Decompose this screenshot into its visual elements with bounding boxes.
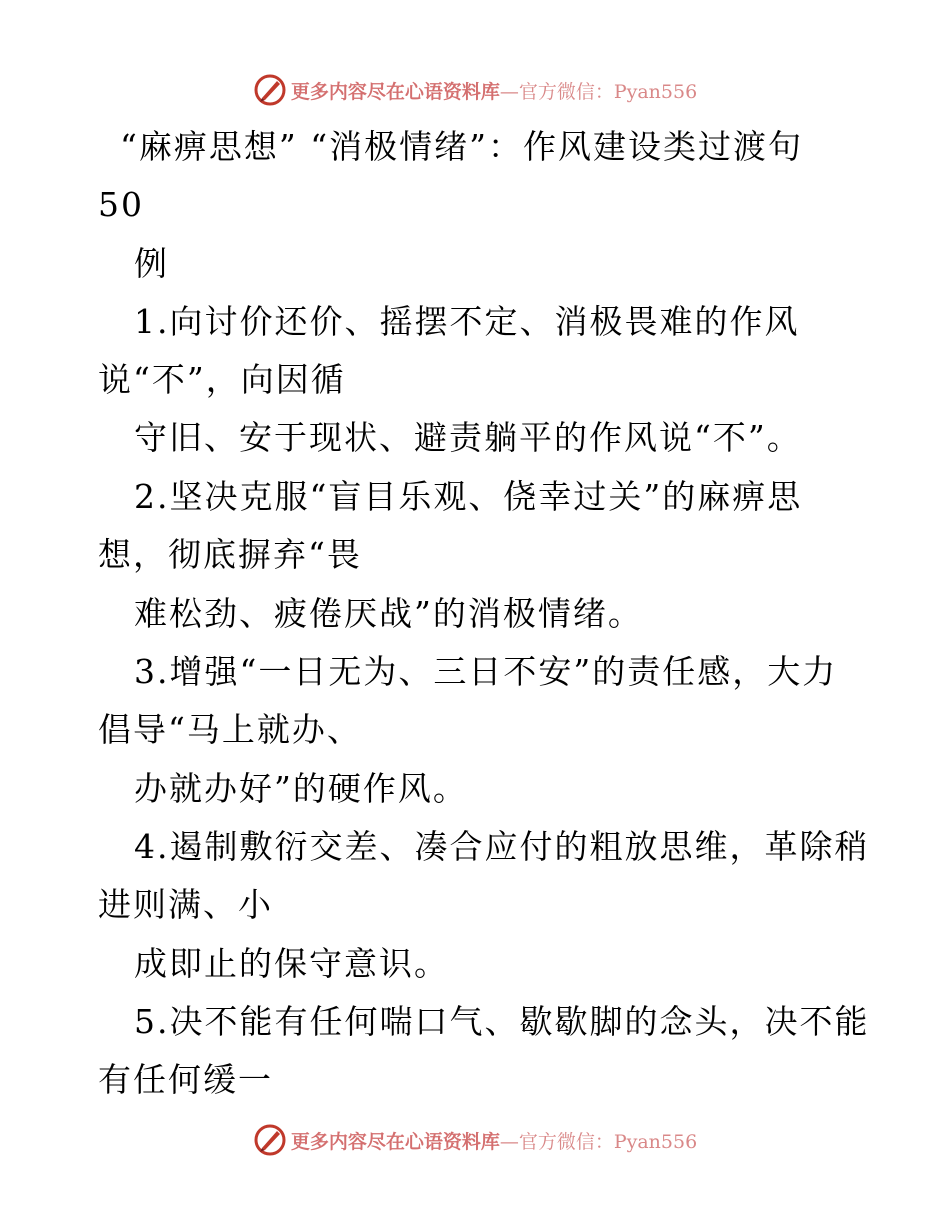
doc-line: 3.增强“一日无为、三日不安”的责任感，大力 [134,652,838,691]
doc-line: 4.遏制敷衍交差、凑合应付的粗放思维，革除稍 [134,827,870,866]
doc-line: 难松劲、疲倦厌战”的消极情绪。 [134,594,643,633]
doc-line: 5.决不能有任何喘口气、歇歇脚的念头，决不能 [134,1002,870,1041]
banner-text [291,77,697,104]
doc-line: 进则满、小 [98,885,273,924]
doc-title-line-3: 例 [134,244,169,283]
doc-line: 有任何缓一 [98,1060,273,1099]
doc-title-line-2: 50 [98,185,144,224]
banner-text-rest: —官方微信：Pyan556 [499,1130,698,1153]
quill-logo-icon [253,73,287,107]
banner-text-bold: 更多内容尽在心语资料库 [290,80,500,103]
doc-line: 倡导“马上就办、 [98,710,362,749]
banner-text [291,1127,697,1154]
doc-line: 想，彻底摒弃“畏 [98,535,362,574]
doc-line: 说“不”，向因循 [98,360,346,399]
banner-text-rest: —官方微信：Pyan556 [499,80,698,103]
header-banner [0,70,950,110]
doc-line: 成即止的保守意识。 [134,944,449,983]
quill-logo-icon [253,1123,287,1157]
doc-title-line-1: “麻痹思想” “消极情绪”：作风建设类过渡句 [120,127,803,166]
doc-line: 1.向讨价还价、摇摆不定、消极畏难的作风 [134,302,800,341]
banner-text-bold: 更多内容尽在心语资料库 [290,1130,500,1153]
footer-banner [0,1120,950,1160]
doc-line: 办就办好”的硬作风。 [134,769,468,808]
doc-line: 守旧、安于现状、避责躺平的作风说“不”。 [134,418,802,457]
doc-line: 2.坚决克服“盲目乐观、侥幸过关”的麻痹思 [134,477,803,516]
